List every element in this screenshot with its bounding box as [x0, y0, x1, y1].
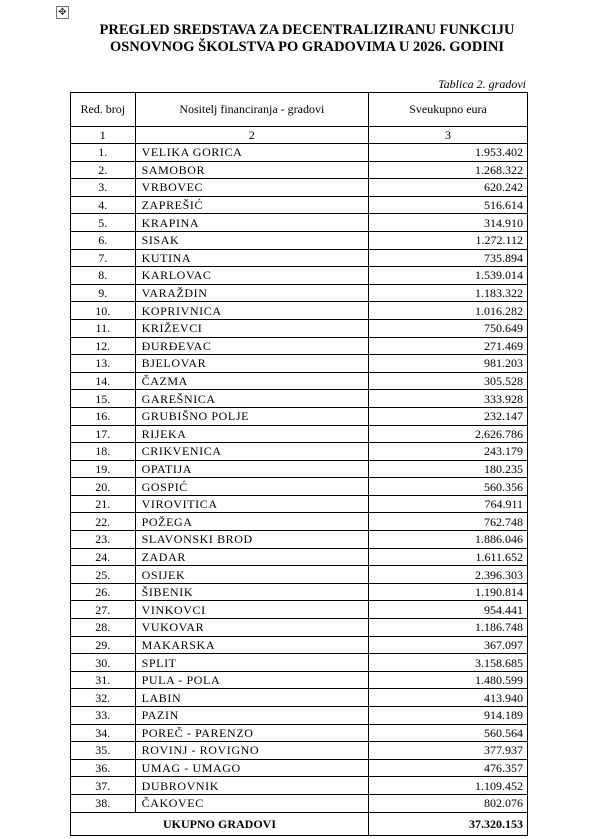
page-title [0, 22, 614, 56]
row-amount: 271.469 [369, 337, 528, 355]
row-number: 10. [71, 302, 136, 320]
row-city: OPATIJA [135, 460, 368, 478]
row-number: 17. [71, 425, 136, 443]
row-amount: 620.242 [369, 179, 528, 197]
table-row [71, 144, 528, 162]
row-amount: 954.441 [369, 601, 528, 619]
row-amount: 367.097 [369, 636, 528, 654]
table-row [71, 531, 528, 549]
row-city: GAREŠNICA [135, 390, 368, 408]
table-row [71, 742, 528, 760]
row-city: VUKOVAR [135, 619, 368, 637]
table-row [71, 548, 528, 566]
table-row [71, 707, 528, 725]
row-number: 13. [71, 355, 136, 373]
row-city: PULA - POLA [135, 671, 368, 689]
row-city: KRAPINA [135, 214, 368, 232]
row-amount: 314.910 [369, 214, 528, 232]
table-row [71, 654, 528, 672]
row-city: GRUBIŠNO POLJE [135, 407, 368, 425]
row-number: 30. [71, 654, 136, 672]
header-red-broj: Red. broj [71, 93, 136, 127]
title-line-2: OSNOVNOG ŠKOLSTVA PO GRADOVIMA U 2026. GODINI [109, 39, 505, 55]
row-city: ZADAR [135, 548, 368, 566]
row-number: 34. [71, 724, 136, 742]
row-number: 19. [71, 460, 136, 478]
table-row [71, 372, 528, 390]
row-amount: 1.272.112 [369, 231, 528, 249]
table-row [71, 390, 528, 408]
row-city: ČAKOVEC [135, 794, 368, 812]
total-amount: 37.320.153 [369, 812, 528, 835]
row-number: 7. [71, 249, 136, 267]
row-amount: 243.179 [369, 443, 528, 461]
row-city: PAZIN [135, 707, 368, 725]
row-number: 4. [71, 196, 136, 214]
table-row [71, 601, 528, 619]
table-row [71, 777, 528, 795]
row-amount: 305.528 [369, 372, 528, 390]
row-number: 1. [71, 144, 136, 162]
row-number: 26. [71, 583, 136, 601]
table-row [71, 513, 528, 531]
header-nositelj: Nositelj financiranja - gradovi [135, 93, 368, 127]
table-row [71, 231, 528, 249]
table-row [71, 196, 528, 214]
row-number: 12. [71, 337, 136, 355]
header-sveukupno: Sveukupno eura [369, 93, 528, 127]
row-amount: 1.016.282 [369, 302, 528, 320]
row-number: 21. [71, 495, 136, 513]
row-amount: 764.911 [369, 495, 528, 513]
table-row [71, 179, 528, 197]
row-amount: 180.235 [369, 460, 528, 478]
table-row [71, 425, 528, 443]
table-row [71, 566, 528, 584]
row-number: 32. [71, 689, 136, 707]
row-city: POŽEGA [135, 513, 368, 531]
row-number: 15. [71, 390, 136, 408]
row-number: 28. [71, 619, 136, 637]
row-number: 33. [71, 707, 136, 725]
row-number: 37. [71, 777, 136, 795]
table-header-row [71, 93, 528, 127]
table-row [71, 583, 528, 601]
table-row [71, 319, 528, 337]
table-row [71, 478, 528, 496]
table-row [71, 249, 528, 267]
table-row [71, 671, 528, 689]
row-number: 8. [71, 267, 136, 285]
table-row [71, 460, 528, 478]
row-city: DUBROVNIK [135, 777, 368, 795]
table-row [71, 407, 528, 425]
row-city: POREČ - PARENZO [135, 724, 368, 742]
row-number: 22. [71, 513, 136, 531]
row-city: VRBOVEC [135, 179, 368, 197]
row-amount: 560.356 [369, 478, 528, 496]
row-number: 38. [71, 794, 136, 812]
row-city: KRIŽEVCI [135, 319, 368, 337]
row-number: 9. [71, 284, 136, 302]
row-city: SLAVONSKI BROD [135, 531, 368, 549]
funding-table [70, 92, 528, 836]
total-row [71, 812, 528, 835]
row-amount: 3.158.685 [369, 654, 528, 672]
table-row [71, 337, 528, 355]
total-label: UKUPNO GRADOVI [71, 812, 369, 835]
row-city: BJELOVAR [135, 355, 368, 373]
table-row [71, 619, 528, 637]
column-number-1: 1 [71, 127, 136, 144]
table-move-handle-icon[interactable]: ✥ [56, 6, 69, 19]
row-amount: 2.396.303 [369, 566, 528, 584]
table-row [71, 267, 528, 285]
table-row [71, 794, 528, 812]
row-amount: 1.480.599 [369, 671, 528, 689]
row-number: 24. [71, 548, 136, 566]
row-amount: 981.203 [369, 355, 528, 373]
table-row [71, 161, 528, 179]
row-amount: 1.183.322 [369, 284, 528, 302]
row-city: CRIKVENICA [135, 443, 368, 461]
row-number: 16. [71, 407, 136, 425]
row-city: GOSPIĆ [135, 478, 368, 496]
row-city: LABIN [135, 689, 368, 707]
row-number: 35. [71, 742, 136, 760]
table-row [71, 636, 528, 654]
row-city: MAKARSKA [135, 636, 368, 654]
row-city: ZAPREŠIĆ [135, 196, 368, 214]
row-number: 20. [71, 478, 136, 496]
row-amount: 1.268.322 [369, 161, 528, 179]
row-number: 11. [71, 319, 136, 337]
row-amount: 1.186.748 [369, 619, 528, 637]
row-amount: 333.928 [369, 390, 528, 408]
row-amount: 735.894 [369, 249, 528, 267]
row-city: ĐURĐEVAC [135, 337, 368, 355]
column-number-3: 3 [369, 127, 528, 144]
row-number: 3. [71, 179, 136, 197]
row-number: 36. [71, 759, 136, 777]
row-city: ROVINJ - ROVIGNO [135, 742, 368, 760]
title-line-1: PREGLED SREDSTAVA ZA DECENTRALIZIRANU FUNKCIJU [99, 22, 515, 38]
table-row [71, 724, 528, 742]
row-city: RIJEKA [135, 425, 368, 443]
row-amount: 762.748 [369, 513, 528, 531]
row-city: SISAK [135, 231, 368, 249]
row-city: SPLIT [135, 654, 368, 672]
row-amount: 914.189 [369, 707, 528, 725]
row-number: 14. [71, 372, 136, 390]
table-caption: Tablica 2. gradovi [438, 77, 526, 91]
row-number: 31. [71, 671, 136, 689]
row-city: KOPRIVNICA [135, 302, 368, 320]
row-city: VARAŽDIN [135, 284, 368, 302]
row-city: SAMOBOR [135, 161, 368, 179]
row-number: 5. [71, 214, 136, 232]
table-row [71, 355, 528, 373]
row-amount: 1.190.814 [369, 583, 528, 601]
row-number: 27. [71, 601, 136, 619]
row-number: 23. [71, 531, 136, 549]
row-city: ČAZMA [135, 372, 368, 390]
row-amount: 413.940 [369, 689, 528, 707]
column-number-2: 2 [135, 127, 368, 144]
row-amount: 1.539.014 [369, 267, 528, 285]
table-row [71, 443, 528, 461]
row-amount: 1.611.652 [369, 548, 528, 566]
row-number: 18. [71, 443, 136, 461]
row-amount: 2.626.786 [369, 425, 528, 443]
row-amount: 1.886.046 [369, 531, 528, 549]
row-amount: 476.357 [369, 759, 528, 777]
row-city: KUTINA [135, 249, 368, 267]
row-number: 6. [71, 231, 136, 249]
row-city: VIROVITICA [135, 495, 368, 513]
row-amount: 750.649 [369, 319, 528, 337]
row-city: UMAG - UMAGO [135, 759, 368, 777]
row-city: OSIJEK [135, 566, 368, 584]
row-amount: 560.564 [369, 724, 528, 742]
table-row [71, 759, 528, 777]
row-amount: 1.953.402 [369, 144, 528, 162]
row-amount: 516.614 [369, 196, 528, 214]
row-city: VELIKA GORICA [135, 144, 368, 162]
row-amount: 232.147 [369, 407, 528, 425]
row-amount: 802.076 [369, 794, 528, 812]
table-row [71, 495, 528, 513]
row-number: 29. [71, 636, 136, 654]
table-row [71, 214, 528, 232]
row-number: 2. [71, 161, 136, 179]
row-city: ŠIBENIK [135, 583, 368, 601]
row-city: KARLOVAC [135, 267, 368, 285]
table-row [71, 689, 528, 707]
row-number: 25. [71, 566, 136, 584]
table-row [71, 284, 528, 302]
column-number-row [71, 127, 528, 144]
row-city: VINKOVCI [135, 601, 368, 619]
row-amount: 1.109.452 [369, 777, 528, 795]
row-amount: 377.937 [369, 742, 528, 760]
table-row [71, 302, 528, 320]
